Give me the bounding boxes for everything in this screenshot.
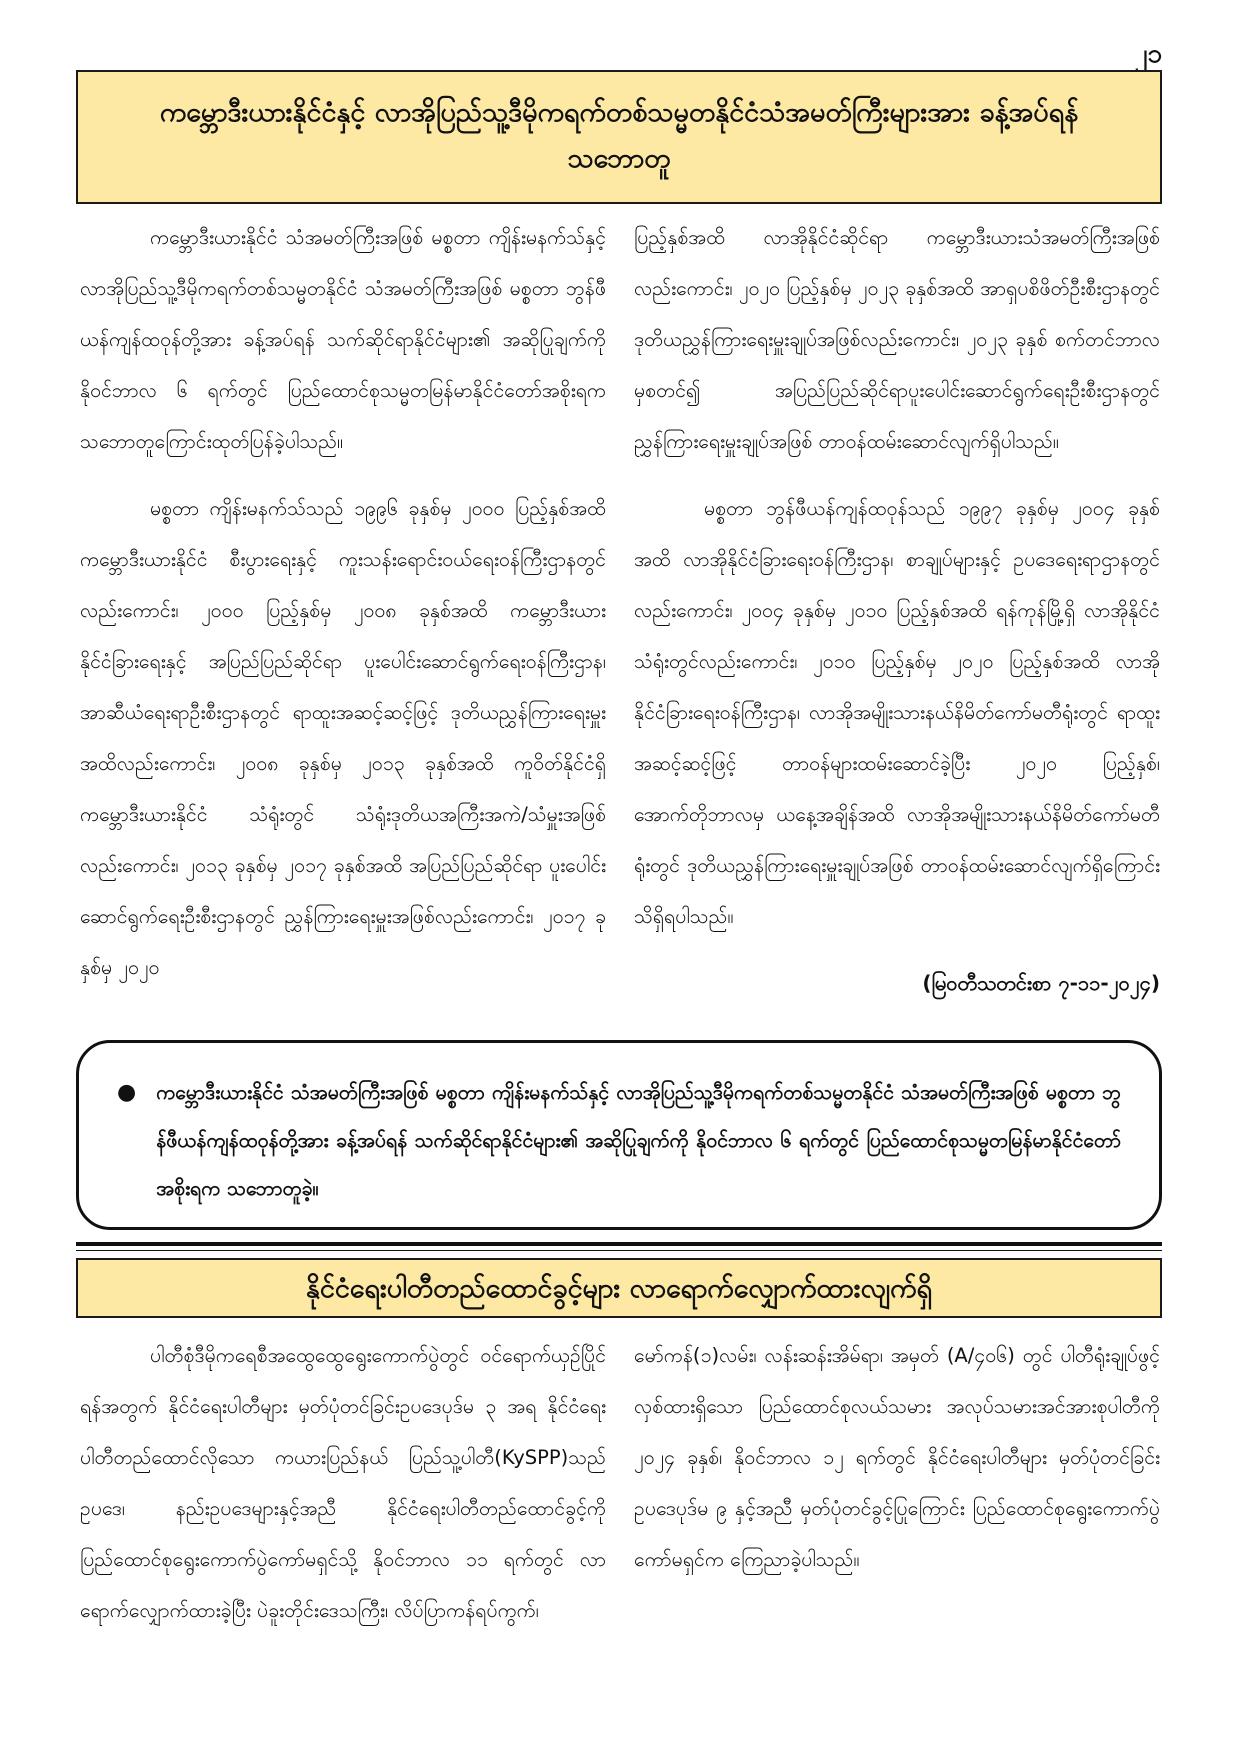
- article-1-paragraph: ပြည့်နှစ်အထိ လာအိုနိုင်ငံဆိုင်ရာ ကမ္ဘောဒီးယားသံအမတ်ကြီးအဖြစ်လည်းကောင်း၊ ၂၀၂၀ ပြည့်နှစ်မှ ၂၀၂၃ ခုနှစ်အထိ အာရှပစိဖိတ်ဦးစီးဌာနတွင် ဒုတိယညွှန်ကြားရေးမှူးချုပ်အဖြစ်လည်းကောင်း၊ ၂၀၂၃ ခုနှစ် စက်တင်ဘာလမှစတင်၍ အပြည်ပြည်ဆိုင်ရာပူးပေါင်းဆောင်ရွက်ရေးဦးစီးဌာနတွင် ညွှန်ကြားရေးမှူးချုပ်အဖြစ် တာဝန်ထမ်းဆောင်လျက်ရှိပါသည်။: [634, 226, 1160, 453]
- summary-text: ကမ္ဘောဒီးယားနိုင်ငံ သံအမတ်ကြီးအဖြစ် မစ္စတာ ကျိန်းမနက်သ်နှင့် လာအိုပြည်သူ့ဒီမိုကရက်တစ်သမ္မတနိုင်ငံ သံအမတ်ကြီးအဖြစ် မစ္စတာ ဘွန်ဖီယန်ကျန်ထဝုန်တို့အား ခန့်အပ်ရန် သက်ဆိုင်ရာနိုင်ငံများ၏ အဆိုပြုချက်ကို နိုဝင်ဘာလ ၆ ရက်တွင် ပြည်ထောင်စုသမ္မတမြန်မာနိုင်ငံတော်အစိုးရက သဘောတူခဲ့။: [156, 1081, 1121, 1200]
- article-1-right-column: [634, 212, 1160, 1012]
- article-2-paragraph: ပါတီစုံဒီမိုကရေစီအထွေထွေရွေးကောက်ပွဲတွင် ဝင်ရောက်ယှဉ်ပြိုင်ရန်အတွက် နိုင်ငံရေးပါတီများ မှတ်ပုံတင်ခြင်းဥပဒေပုဒ်မ ၃ အရ နိုင်ငံရေးပါတီတည်ထောင်လိုသော ကယားပြည်နယ် ပြည်သူ့ပါတီ(KySPP)သည် ဥပဒေ၊ နည်းဥပဒေများနှင့်အညီ နိုင်ငံရေးပါတီတည်ထောင်ခွင့်ကို ပြည်ထောင်စုရွေးကောက်ပွဲကော်မရှင်သို့ နိုဝင်ဘာလ ၁၁ ရက်တွင် လာရောက်လျှောက်ထားခဲ့ပြီး ပဲခူးတိုင်းဒေသကြီး၊ လိပ်ပြာကန်ရပ်ကွက်၊: [80, 1344, 606, 1622]
- article-2-right-column: [634, 1330, 1160, 1730]
- article-2-left-column: [80, 1330, 606, 1730]
- article-1-source: (မြဝတီသတင်းစာ ၇-၁၁-၂၀၂၄): [922, 971, 1160, 995]
- article-1-left-column: [80, 212, 606, 1012]
- article-2-title: နိုင်ငံရေးပါတီတည်ထောင်ခွင့်များ လာရောက်လျှောက်ထားလျက်ရှိ: [76, 1258, 1162, 1318]
- summary-item: [117, 1069, 1121, 1213]
- article-1-paragraph: မစ္စတာ ကျိန်းမနက်သ်သည် ၁၉၉၆ ခုနှစ်မှ ၂၀၀၀ ပြည့်နှစ်အထိ ကမ္ဘောဒီးယားနိုင်ငံ စီးပွားရေးနှင့် ကူးသန်းရောင်းဝယ်ရေးဝန်ကြီးဌာနတွင်လည်းကောင်း၊ ၂၀၀၀ ပြည့်နှစ်မှ ၂၀၀၈ ခုနှစ်အထိ ကမ္ဘောဒီးယားနိုင်ငံခြားရေးနှင့် အပြည်ပြည်ဆိုင်ရာ ပူးပေါင်းဆောင်ရွက်ရေးဝန်ကြီးဌာန၊ အာဆီယံရေးရာဦးစီးဌာနတွင် ရာထူးအဆင့်ဆင့်ဖြင့် ဒုတိယညွှန်ကြားရေးမှူးအထိလည်းကောင်း၊ ၂၀၀၈ ခုနှစ်မှ ၂၀၁၃ ခုနှစ်အထိ ကူဝိတ်နိုင်ငံရှိ ကမ္ဘောဒီးယားနိုင်ငံ သံရုံးတွင် သံရုံးဒုတိယအကြီးအကဲ/သံမှူးအဖြစ်လည်းကောင်း၊ ၂၀၁၃ ခုနှစ်မှ ၂၀၁၇ ခုနှစ်အထိ အပြည်ပြည်ဆိုင်ရာ ပူးပေါင်းဆောင်ရွက်ရေးဦးစီးဌာနတွင် ညွှန်ကြားရေးမှူးအဖြစ်လည်းကောင်း၊ ၂၀၁၇ ခုနှစ်မှ ၂၀၂၀: [80, 497, 606, 979]
- article-1-paragraph: ကမ္ဘောဒီးယားနိုင်ငံ သံအမတ်ကြီးအဖြစ် မစ္စတာ ကျိန်းမနက်သ်နှင့် လာအိုပြည်သူ့ဒီမိုကရက်တစ်သမ္မတနိုင်ငံ သံအမတ်ကြီးအဖြစ် မစ္စတာ ဘွန်ဖီယန်ကျန်ထဝုန်တို့အား ခန့်အပ်ရန် သက်ဆိုင်ရာနိုင်ငံများ၏ အဆိုပြုချက်ကို နိုဝင်ဘာလ ၆ ရက်တွင် ပြည်ထောင်စုသမ္မတမြန်မာနိုင်ငံတော်အစိုးရက သဘောတူကြောင်းထုတ်ပြန်ခဲ့ပါသည်။: [80, 226, 606, 453]
- article-1-body: [80, 212, 1160, 1012]
- bullet-icon: ●: [117, 1080, 137, 1105]
- page-number: ၂၁: [1134, 39, 1162, 69]
- section-divider: [76, 1242, 1162, 1251]
- article-1-title: ကမ္ဘောဒီးယားနိုင်ငံနှင့် လာအိုပြည်သူ့ဒီမိုကရက်တစ်သမ္မတနိုင်ငံသံအမတ်ကြီးများအား ခန့်အပ်ရန် သဘောတူ: [76, 70, 1162, 204]
- article-2-paragraph: မော်ကန်(၁)လမ်း၊ လန်းဆန်းအိမ်ရာ၊ အမှတ် (A/၄၀၆) တွင် ပါတီရုံးချုပ်ဖွင့်လှစ်ထားရှိသော ပြည်ထောင်စုလယ်သမား အလုပ်သမားအင်အားစုပါတီကို ၂၀၂၄ ခုနှစ်၊ နိုဝင်ဘာလ ၁၂ ရက်တွင် နိုင်ငံရေးပါတီများ မှတ်ပုံတင်ခြင်းဥပဒေပုဒ်မ ၉ နှင့်အညီ မှတ်ပုံတင်ခွင့်ပြုကြောင်း ပြည်ထောင်စုရွေးကောက်ပွဲကော်မရှင်က ကြေညာခဲ့ပါသည်။: [634, 1344, 1160, 1571]
- summary-box: [76, 1040, 1162, 1230]
- article-2-body: [80, 1330, 1160, 1730]
- article-1-paragraph: မစ္စတာ ဘွန်ဖီယန်ကျန်ထဝုန်သည် ၁၉၉၇ ခုနှစ်မှ ၂၀၀၄ ခုနှစ်အထိ လာအိုနိုင်ငံခြားရေးဝန်ကြီးဌာန၊ စာချုပ်များနှင့် ဥပဒေရေးရာဌာနတွင်လည်းကောင်း၊ ၂၀၀၄ ခုနှစ်မှ ၂၀၁၀ ပြည့်နှစ်အထိ ရန်ကုန်မြို့ရှိ လာအိုနိုင်ငံသံရုံးတွင်လည်းကောင်း၊ ၂၀၁၀ ပြည့်နှစ်မှ ၂၀၂၀ ပြည့်နှစ်အထိ လာအိုနိုင်ငံခြားရေးဝန်ကြီးဌာန၊ လာအိုအမျိုးသားနယ်နိမိတ်ကော်မတီရုံးတွင် ရာထူးအဆင့်ဆင့်ဖြင့် တာဝန်များထမ်းဆောင်ခဲ့ပြီး ၂၀၂၀ ပြည့်နှစ်၊ အောက်တိုဘာလမှ ယနေ့အချိန်အထိ လာအိုအမျိုးသားနယ်နိမိတ်ကော်မတီရုံးတွင် ဒုတိယညွှန်ကြားရေးမှူးချုပ်အဖြစ် တာဝန်ထမ်းဆောင်လျက်ရှိကြောင်း သိရှိရပါသည်။: [634, 497, 1160, 928]
